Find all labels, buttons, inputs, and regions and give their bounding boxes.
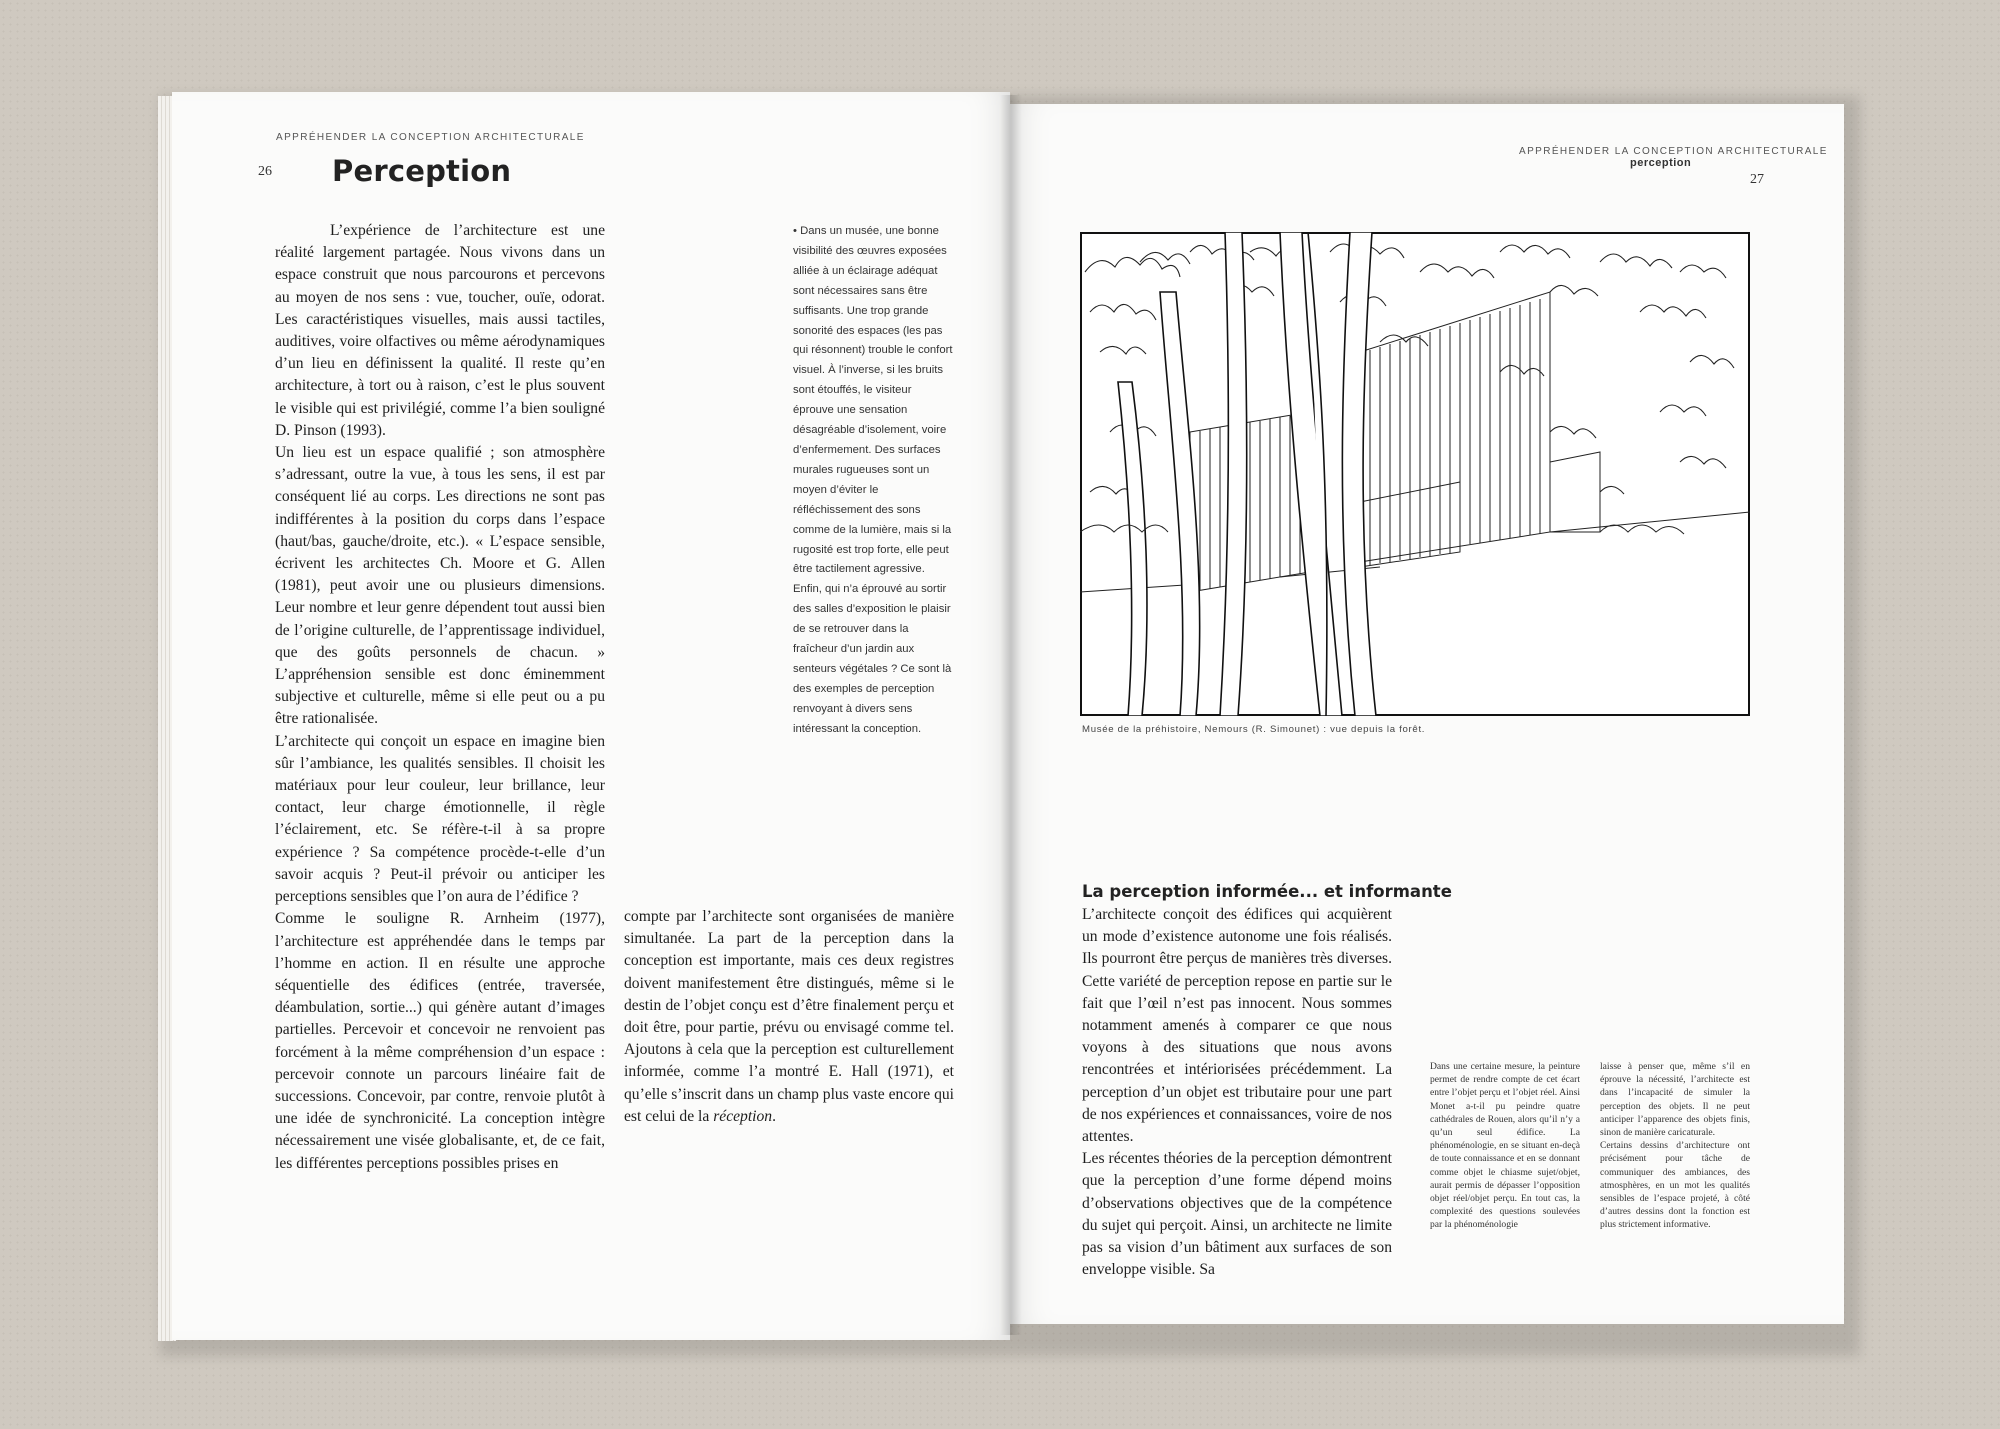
paragraph: Comme le souligne R. Arnheim (1977), l’architecture est appréhendée dans le temps par l’homme en action. Il en résulte une approche séquentielle des édifices (entrée, traversée, déambulation, sortie...) qui génère autant d’images partielles. Percevoir et concevoir ne renvoient pas forcément à la même compréhension d’un espace : percevoir connote un parcours linéaire fait de successions. Concevoir, par contre, renvoie plutôt à une idée de synchronicité. La conception intègre nécessairement une visée globalisante, et, de ce fait, les différentes perceptions possibles prises en <box>275 910 605 1172</box>
italic-term: réception <box>713 1107 773 1125</box>
page-title: Perception <box>332 154 512 188</box>
paragraph: L’expérience de l’architecture est une réalité largement partagée. Nous vivons dans un espace construit que nous parcourons et percevons au moyen de nos sens : vue, toucher, ouïe, odorat. Les caractéristiques visuelles, mais aussi tactiles, auditives, voire olfactives ou même aérodynamiques d’un lieu en définissent la qualité. Il reste qu’en architecture, à tort ou à raison, c’est le plus souvent le visible qui est privilégié, comme l’a bien souligné D. Pinson (1993). <box>275 222 605 439</box>
paragraph <box>624 906 954 1128</box>
page-number-left: 26 <box>258 164 272 179</box>
paragraph-text: compte par l’architecte sont organisées de manière simultanée. La part de la perception dans la conception est importante, mais ces deux registres doivent manifestement être distingués, même si le destin de l’objet conçu est d’être finalement perçu et doit être, pour partie, prévu ou envisagé comme tel. Ajoutons à cela que la perception est culturellement informée, comme l’a montré E. Hall (1971), et qu’elle s’inscrit dans un champ plus vaste encore qui est celui de la <box>624 908 954 1125</box>
page-number-right: 27 <box>1750 172 1764 187</box>
running-subhead: perception <box>1630 157 1692 169</box>
paragraph: L’architecte conçoit des édifices qui acquièrent un mode d’existence autonome une fois réalisés. Ils pourront être perçus de manières très diverses. Cette variété de perception repose en partie sur le fait que l’œil n’est pas innocent. Nous sommes notamment amenés à comparer ce que nous voyons à des situations que nous avons rencontrées et intériorisées précédemment. La perception d’un objet est tributaire pour une part de nos expériences et connaissances, voire de nos attentes. <box>1082 906 1392 1146</box>
section-title: La perception informée... et informante <box>1082 882 1452 901</box>
section-text-column <box>1082 904 1392 1281</box>
running-head-left: APPRÉHENDER LA CONCEPTION ARCHITECTURALE <box>276 132 585 143</box>
paragraph: Certains dessins d’architecture ont précisément pour tâche de communiquer des ambiances, des atmosphères, en un mot les qualités sensibles de l’espace projeté, à côté d’autres dessins dont la fonction est plus strictement informative. <box>1600 1140 1750 1231</box>
sidenote: • Dans un musée, une bonne visibilité des œuvres exposées alliée à un éclairage adéquat sont nécessaires sans être suffisants. Une trop grande sonorité des espaces (les pas qui résonnent) trouble le confort visuel. À l’inverse, si les bruits sont étouffés, le visiteur éprouve une sensation désagréable d’isolement, voire d’enfermement. Des surfaces murales rugueuses sont un moyen d’éviter le réfléchissement des sons comme de la lumière, mais si la rugosité est trop forte, elle peut être tactilement agressive. Enfin, qui n’a éprouvé au sortir des salles d’exposition le plaisir de se retrouver dans la fraîcheur d’un jardin aux senteurs végétales ? Ce sont là des exemples de perception renvoyant à divers sens intéressant la conception. <box>793 225 953 735</box>
paragraph: Un lieu est un espace qualifié ; son atmosphère s’adressant, outre la vue, à tous les sens, il est par conséquent lié au corps. Les directions ne sont pas indifférentes à la position du corps dans l’espace (haut/bas, gauche/droite, etc.). « L’espace sensible, écrivent les architectes Ch. Moore et G. Allen (1981), peut avoir une ou plusieurs dimensions. Leur nombre et leur genre dépendent tout aussi bien de l’origine culturelle, de l’apprentissage individuel, que des goûts personnels de chacun. » L’appréhension sensible est donc éminemment subjective et culturelle, même si elle peut ou a pu être rationalisée. <box>275 444 605 728</box>
side-column-2 <box>1600 1060 1750 1232</box>
forest-museum-drawing <box>1080 232 1750 716</box>
right-page <box>1010 104 1844 1324</box>
running-head-right: APPRÉHENDER LA CONCEPTION ARCHITECTURALE <box>1519 146 1828 157</box>
paragraph: Dans une certaine mesure, la peinture permet de rendre compte de cet écart entre l’objet perçu et l’objet réel. Ainsi Monet a-t-il pu peindre quatre cathédrales de Rouen, alors qu’il n’y a qu’un seul édifice. La phénoménologie, en se situant en-deçà de toute connaissance et en se donnant comme objet le chiasme sujet/objet, aurait permis de dépasser l’opposition objet réel/objet perçu. En tout cas, la complexité des questions soulevées par la phénoménologie <box>1430 1061 1580 1231</box>
main-text-column-2 <box>624 906 954 1128</box>
side-column-1 <box>1430 1060 1580 1232</box>
paragraph: Les récentes théories de la perception démontrent que la perception d’une forme dépend moins d’observations objectives que de la compétence du sujet qui perçoit. Ainsi, un architecte ne limite pas sa vision d’un bâtiment aux surfaces de son enveloppe visible. Sa <box>1082 1150 1392 1279</box>
paragraph: L’architecte qui conçoit un espace en imagine bien sûr l’ambiance, les qualités sensibles. Il choisit les matériaux pour leur couleur, leur brillance, leur contact, leur charge émotionnelle, il règle l’éclairement, etc. Se réfère-t-il à sa propre expérience ? Sa compétence procède-t-elle d’un savoir acquis ? Peut-il prévoir ou anticiper les perceptions sensibles que l’on aura de l’édifice ? <box>275 732 605 906</box>
left-page <box>172 92 1010 1340</box>
main-text-column-1 <box>275 220 605 1175</box>
paragraph-end: . <box>772 1107 776 1125</box>
book-gutter <box>1000 95 1022 1335</box>
paragraph: laisse à penser que, même s’il en éprouve la nécessité, l’architecte est dans l’incapacité de simuler la perception des objets. Il ne peut anticiper l’apparence des objets finis, sinon de manière caricaturale. <box>1600 1061 1750 1139</box>
figure-caption: Musée de la préhistoire, Nemours (R. Simounet) : vue depuis la forêt. <box>1082 724 1426 735</box>
